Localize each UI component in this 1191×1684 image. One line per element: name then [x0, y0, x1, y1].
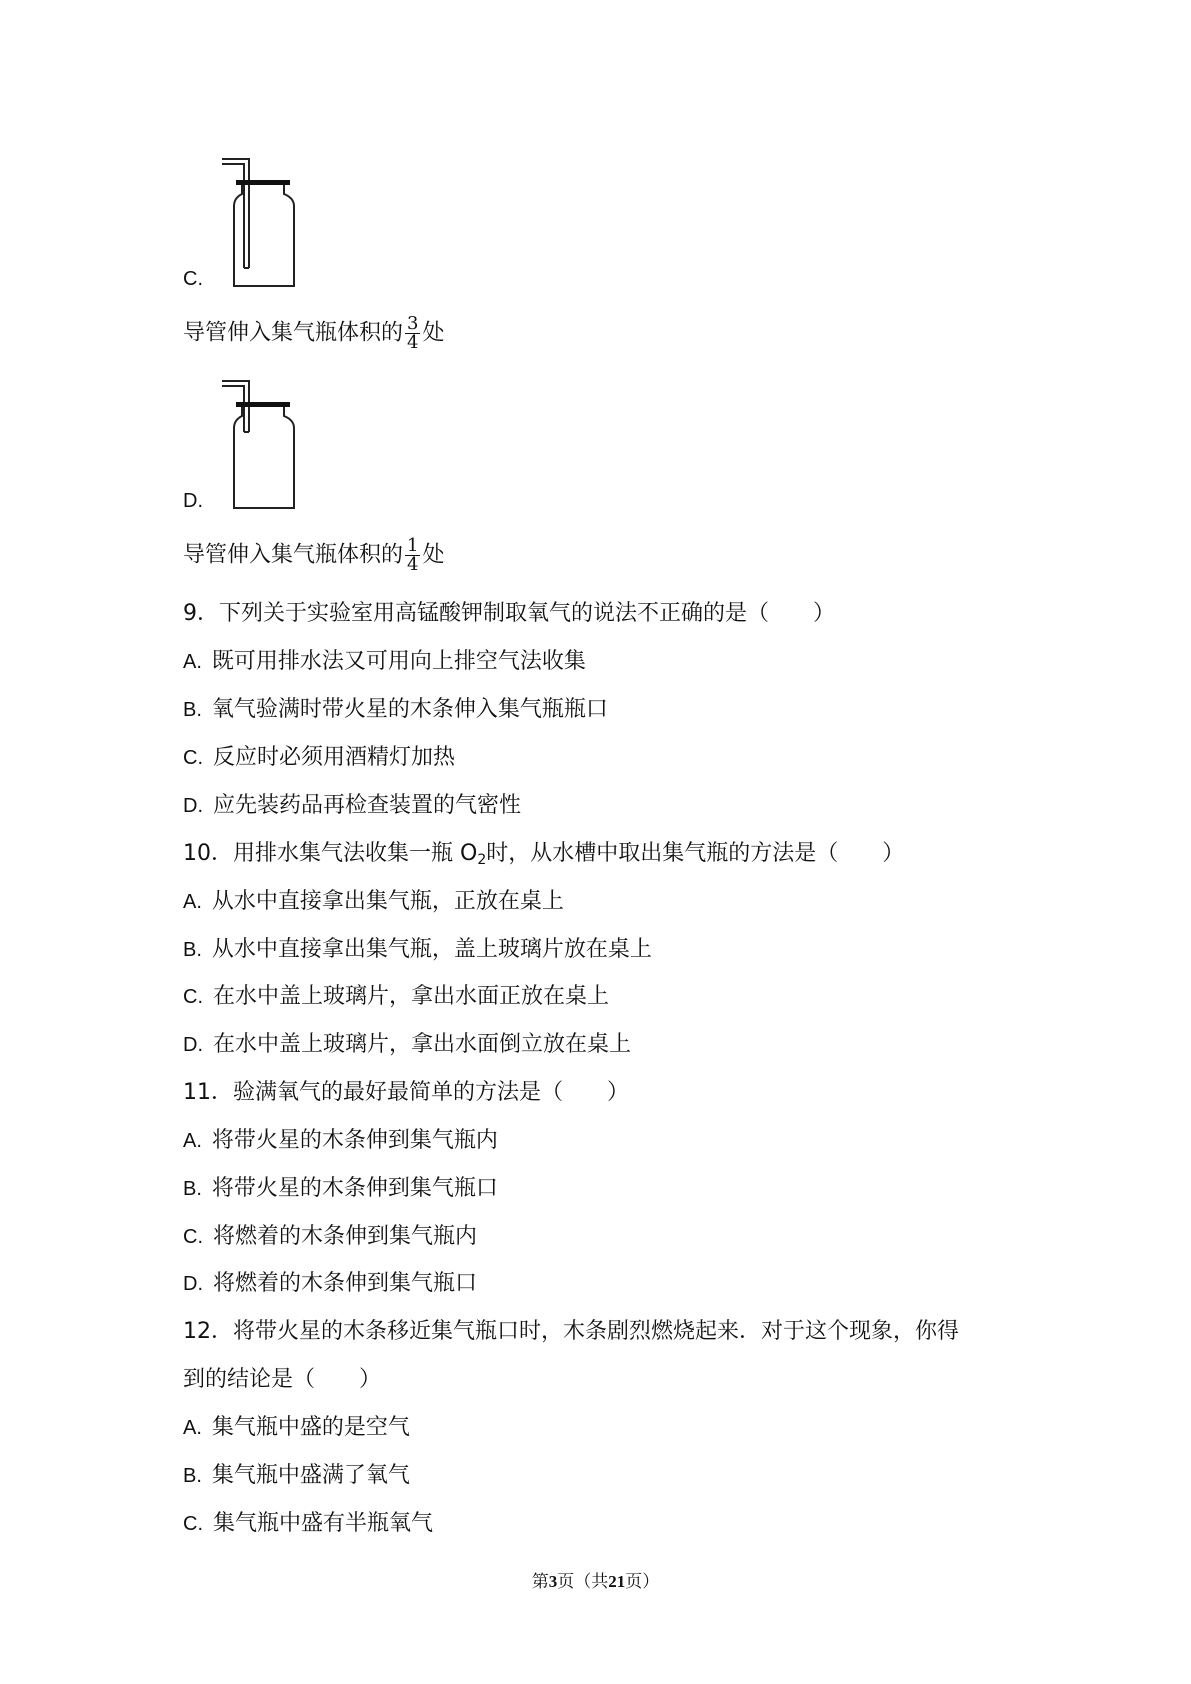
gas-bottle-tube-deep-figure [218, 158, 298, 288]
question-10-option-d: D. 在水中盖上玻璃片，拿出水面倒立放在桌上 [183, 1032, 632, 1057]
fraction-three-quarters: $\frac{3}{4}$ [407, 313, 419, 353]
option-d-caption [183, 537, 444, 574]
option-c-caption [183, 315, 444, 352]
question-12-option-b: B. 集气瓶中盛满了氧气 [183, 1463, 410, 1488]
question-9-option-c: C. 反应时必须用酒精灯加热 [183, 745, 456, 770]
question-9-stem: 9．下列关于实验室用高锰酸钾制取氧气的说法不正确的是（ ） [183, 601, 835, 626]
fraction-one-quarter: $\frac{1}{4}$ [407, 535, 419, 575]
gas-bottle-tube-shallow-figure [218, 380, 298, 510]
option-d-label: D. [183, 490, 203, 512]
option-d-caption-prefix: 导管伸入集气瓶体积的 [183, 542, 404, 568]
page-number: 3 [548, 1572, 558, 1591]
question-12-stem-line-2: 到的结论是（ ） [183, 1367, 382, 1392]
question-10-option-a: A. 从水中直接拿出集气瓶，正放在桌上 [183, 889, 564, 914]
question-10-option-c: C. 在水中盖上玻璃片，拿出水面正放在桌上 [183, 984, 610, 1009]
option-c-caption-prefix: 导管伸入集气瓶体积的 [183, 320, 404, 346]
question-9-option-a: A. 既可用排水法又可用向上排空气法收集 [183, 649, 586, 674]
question-11-option-b: B. 将带火星的木条伸到集气瓶口 [183, 1176, 498, 1201]
option-c-caption-suffix: 处 [422, 320, 445, 346]
question-9-option-b: B. 氧气验满时带火星的木条伸入集气瓶瓶口 [183, 697, 608, 722]
question-11-option-a: A. 将带火星的木条伸到集气瓶内 [183, 1128, 498, 1153]
question-12-stem-line-1: 12．将带火星的木条移近集气瓶口时，木条剧烈燃烧起来．对于这个现象，你得 [183, 1319, 959, 1344]
question-11-option-d: D. 将燃着的木条伸到集气瓶口 [183, 1271, 478, 1296]
question-9-option-d: D. 应先装药品再检查装置的气密性 [183, 793, 522, 818]
question-10-option-b: B. 从水中直接拿出集气瓶，盖上玻璃片放在桌上 [183, 937, 652, 962]
page-footer: 第3页（共21页） [531, 1572, 660, 1592]
option-d-caption-suffix: 处 [422, 542, 445, 568]
question-11-stem: 11．验满氧气的最好最简单的方法是（ ） [183, 1080, 629, 1105]
question-11-option-c: C. 将燃着的木条伸到集气瓶内 [183, 1224, 478, 1249]
question-10-stem: 10．用排水集气法收集一瓶 $O_2$时，从水槽中取出集气瓶的方法是（ ） [183, 841, 905, 868]
total-pages: 21 [608, 1572, 626, 1591]
option-c-label: C. [183, 268, 203, 290]
question-12-option-c: C. 集气瓶中盛有半瓶氧气 [183, 1511, 434, 1536]
question-12-option-a: A. 集气瓶中盛的是空气 [183, 1415, 410, 1440]
